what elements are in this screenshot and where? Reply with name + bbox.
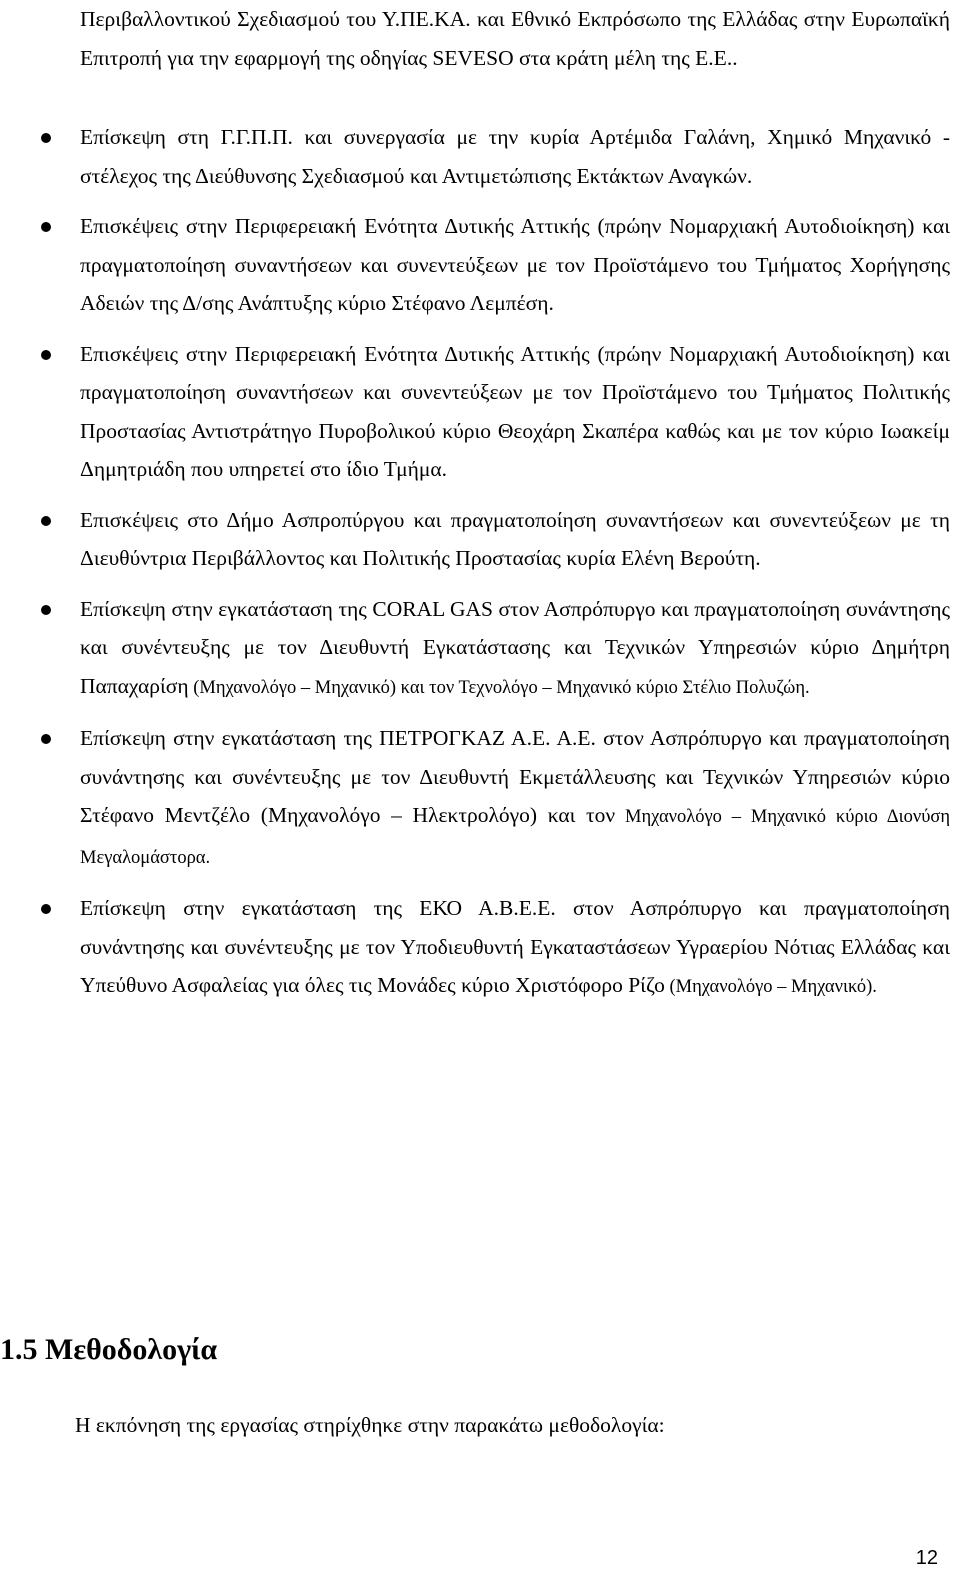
page-number: 12 bbox=[915, 1547, 938, 1569]
list-item-text: Επισκέψεις στην Περιφερειακή Ενότητα Δυτικής Αττικής (πρώην Νομαρχιακή Αυτοδιοίκηση) και πραγματοποίηση συναντήσεων και συνεντεύξεων με τον Προϊστάμενο του Τμήματος Πολιτικής Προστασίας Αντιστράτηγο Πυροβολικού κύριο Θεοχάρη Σκαπέρα καθώς και με τον κύριο Ιωακείμ Δημητριάδη που υπηρετεί στο ίδιο Τμήμα. bbox=[80, 341, 950, 481]
bullet-icon bbox=[41, 516, 51, 526]
bullet-icon bbox=[41, 605, 51, 615]
list-item-small-text: (Μηχανολόγο – Μηχανικό). bbox=[664, 977, 877, 997]
list-item bbox=[0, 590, 950, 708]
list-item-text: Επίσκεψη στην εγκατάσταση της ΕΚΟ Α.Β.Ε.Ε. στον Ασπρόπυργο και πραγματοποίηση συνάντησης και συνέντευξης με τον Υποδιευθυντή Εγκαταστάσεων Υγραερίου Νότιας Ελλάδας και Υπεύθυνο Ασφαλείας για όλες τις Μονάδες κύριο Χριστόφορο Ρίζο bbox=[80, 896, 950, 997]
list-item-small-text: Μηχανολόγο – Μηχανικό κύριο Διονύση Μεγαλομάστορα. bbox=[80, 807, 950, 868]
list-item bbox=[0, 889, 950, 1007]
bullet-icon bbox=[41, 222, 51, 232]
bullet-icon bbox=[41, 904, 51, 914]
bullet-icon bbox=[41, 350, 51, 360]
continuation-paragraph: Περιβαλλοντικού Σχεδιασμού του Υ.ΠΕ.ΚΑ. και Εθνικό Εκπρόσωπο της Ελλάδας στην Ευρωπαϊκή Επιτροπή για την εφαρμογή της οδηγίας SEVESO στα κράτη μέλη της Ε.Ε.. bbox=[80, 7, 950, 70]
list-item bbox=[0, 118, 950, 195]
section-intro: Η εκπόνηση της εργασίας στηρίχθηκε στην παρακάτω μεθοδολογία: bbox=[75, 1413, 665, 1437]
list-item-small-text: (Μηχανολόγο – Μηχανικό) και τον Τεχνολόγο – Μηχανικό κύριο Στέλιο Πολυζώη. bbox=[188, 677, 810, 698]
bullet-icon bbox=[41, 133, 51, 143]
list-item bbox=[0, 501, 950, 578]
list-item-text: Επίσκεψη στη Γ.Γ.Π.Π. και συνεργασία με την κυρία Αρτέμιδα Γαλάνη, Χημικό Μηχανικό - στέλεχος της Διεύθυνσης Σχεδιασμού και Αντιμετώπισης Εκτάκτων Αναγκών. bbox=[80, 125, 950, 188]
bullet-list bbox=[0, 118, 960, 1019]
list-item-text: Επίσκεψη στην εγκατάσταση της ΠΕΤΡΟΓΚΑΖ Α.Ε. Α.Ε. στον Ασπρόπυργο και πραγματοποίηση συνάντησης και συνέντευξης με τον Διευθυντή Εκμετάλλευσης και Τεχνικών Υπηρεσιών κύριο Στέφανο Μεντζέλο (Μηχανολόγο – Ηλεκτρολόγο) και τον bbox=[80, 726, 950, 827]
list-item-text: Επισκέψεις στην Περιφερειακή Ενότητα Δυτικής Αττικής (πρώην Νομαρχιακή Αυτοδιοίκηση) και πραγματοποίηση συναντήσεων και συνεντεύξεων με τον Προϊστάμενο του Τμήματος Χορήγησης Αδειών της Δ/σης Ανάπτυξης κύριο Στέφανο Λεμπέση. bbox=[80, 214, 950, 315]
list-item bbox=[0, 207, 950, 323]
list-item-text: Επίσκεψη στην εγκατάσταση της CORAL GAS στον Ασπρόπυργο και πραγματοποίηση συνάντησης και συνέντευξης με τον Διευθυντή Εγκατάστασης και Τεχνικών Υπηρεσιών κύριο Δημήτρη Παπαχαρίση bbox=[80, 596, 950, 698]
list-item-text: Επισκέψεις στο Δήμο Ασπροπύργου και πραγματοποίηση συναντήσεων και συνεντεύξεων με τη Διευθύντρια Περιβάλλοντος και Πολιτικής Προστασίας κυρία Ελένη Βερούτη. bbox=[80, 507, 950, 570]
list-item bbox=[0, 335, 950, 489]
list-item bbox=[0, 719, 950, 877]
section-heading: 1.5 Μεθοδολογία bbox=[0, 1333, 218, 1366]
bullet-icon bbox=[41, 734, 51, 744]
